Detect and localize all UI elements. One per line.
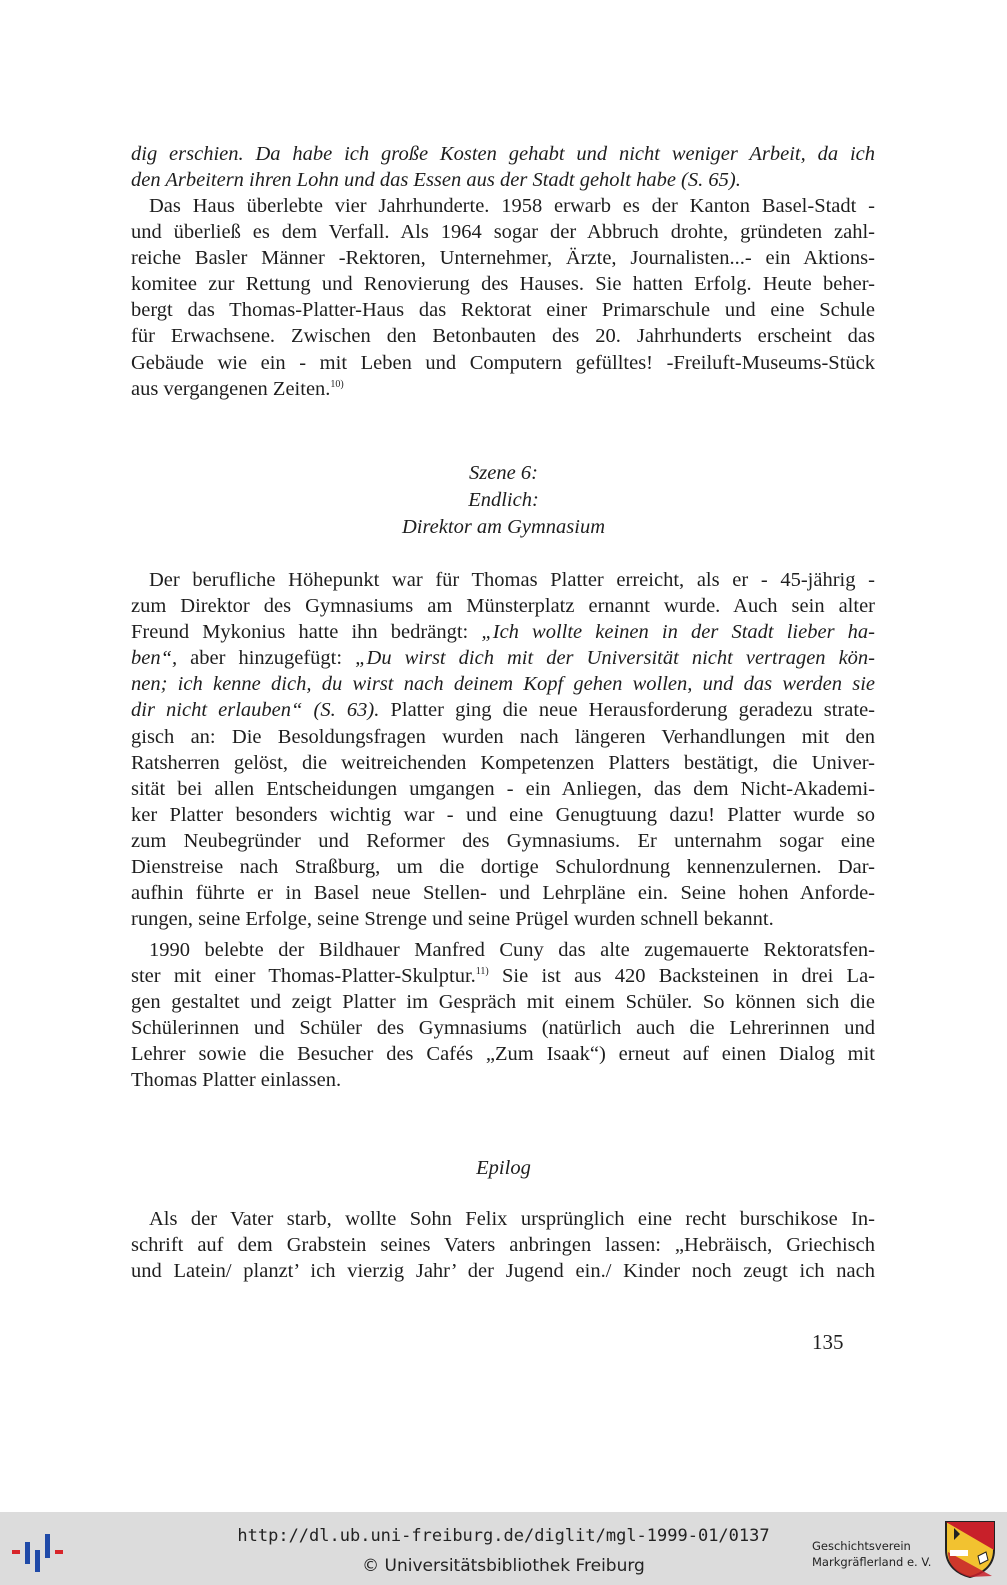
- society-line: Geschichtsverein: [812, 1539, 911, 1553]
- quote-text: „Ich wollte keinen in der Stadt lieber ha-: [481, 621, 875, 644]
- text-line: Thomas Platter einlassen.: [131, 1069, 342, 1092]
- text-line: Der berufliche Höhepunkt war für Thomas Platter erreicht, als er - 45-jährig -: [149, 569, 875, 591]
- text-line: Dienstreise nach Straßburg, um die dortige Schulordnung kennenzulernen. Dar-: [131, 856, 875, 879]
- text-line: [131, 697, 875, 723]
- document-url-link[interactable]: http://dl.ub.uni-freiburg.de/diglit/mgl-1999-01/0137: [237, 1526, 770, 1546]
- society-name: [812, 1538, 931, 1570]
- footer-bar: [0, 1512, 1007, 1585]
- paragraph-epilog: [131, 1206, 875, 1284]
- text-line: zum Neubegründer und Reformer des Gymnasiums. Er unternahm sogar eine: [131, 829, 875, 852]
- text-line: bergt das Thomas-Platter-Haus das Rektorat einer Primarschule und eine Schule: [131, 299, 875, 322]
- text-line: und Latein/ planzt’ ich vierzig Jahr’ der Jugend ein./ Kinder noch zeugt ich nach: [131, 1260, 875, 1283]
- text-line: Gebäude wie ein - mit Leben und Computern gefülltes! -Freiluft-Museums-Stück: [131, 351, 875, 374]
- text-line: Lehrer sowie die Besucher des Cafés „Zum Isaak“) erneut auf einen Dialog mit: [131, 1043, 875, 1066]
- text-line: den Arbeitern ihren Lohn und das Essen aus der Stadt geholt habe (S. 65).: [131, 169, 741, 192]
- epilog-heading: Epilog: [476, 1157, 531, 1179]
- copyright-text: © Universitätsbibliothek Freiburg: [362, 1556, 645, 1576]
- text-line: Schülerinnen und Schüler des Gymnasiums (natürlich auch die Lehrerinnen und: [131, 1017, 875, 1040]
- text-line: [131, 376, 875, 402]
- quote-text: ben“,: [131, 647, 178, 670]
- text-line: gisch an: Die Besoldungsfragen wurden nach längeren Verhandlungen mit den: [131, 725, 875, 748]
- text-line: sität bei allen Entscheidungen umgangen - ein Anliegen, das dem Nicht-Akademi-: [131, 777, 875, 800]
- scene-heading-line: Endlich:: [468, 489, 539, 511]
- quote-text: dir nicht erlauben“ (S. 63).: [131, 699, 380, 722]
- text-line: [131, 645, 875, 671]
- text-line: Als der Vater starb, wollte Sohn Felix ursprünglich eine recht burschikose In-: [149, 1208, 875, 1230]
- paragraph-director: [131, 567, 875, 932]
- line-text: Platter ging die neue Herausforderung geradezu strate-: [379, 699, 875, 722]
- quote-text: „Du wirst dich mit der Universität nicht vertragen kön-: [355, 647, 875, 670]
- text-line: [131, 963, 875, 989]
- text-line: für Erwachsene. Zwischen den Betonbauten des 20. Jahrhunderts erscheint das: [131, 325, 875, 348]
- scene-heading-line: Szene 6:: [469, 462, 538, 484]
- line-text: Freund Mykonius hatte ihn bedrängt:: [131, 621, 482, 644]
- line-text: aber hinzugefügt:: [177, 647, 356, 670]
- text-line: 1990 belebte der Bildhauer Manfred Cuny das alte zugemauerte Rektoratsfen-: [149, 939, 875, 961]
- text-line: nen; ich kenne dich, du wirst nach deinem Kopf gehen wollen, und das werden sie: [131, 673, 875, 696]
- text-line: und überließ es dem Verfall. Als 1964 sogar der Abbruch drohte, gründeten zahl-: [131, 221, 875, 244]
- line-text: ster mit einer Thomas-Platter-Skulptur.: [131, 965, 476, 988]
- text-line: reiche Basler Männer -Rektoren, Unternehmer, Ärzte, Journalisten...- ein Aktions-: [131, 247, 875, 270]
- text-line: [131, 619, 875, 645]
- paragraph-sculpture: [131, 937, 875, 1094]
- footnote-ref[interactable]: 11): [475, 966, 489, 978]
- footnote-ref[interactable]: 10): [330, 378, 344, 390]
- page-number: 135: [812, 1330, 844, 1354]
- text-line: schrift auf dem Grabstein seines Vaters anbringen lassen: „Hebräisch, Griechisch: [131, 1234, 875, 1257]
- coat-of-arms-icon: [944, 1520, 996, 1578]
- text-line: dig erschien. Da habe ich große Kosten gehabt und nicht weniger Arbeit, da ich: [131, 143, 875, 165]
- text-line: gen gestaltet und zeigt Platter im Gespräch mit einem Schüler. So können sich die: [131, 991, 875, 1014]
- line-text: Sie ist aus 420 Backsteinen in drei La-: [488, 965, 875, 988]
- paragraph-house: [131, 193, 875, 402]
- text-line: komitee zur Rettung und Renovierung des Hauses. Sie hatten Erfolg. Heute beher-: [131, 273, 875, 296]
- line-text: aus vergangenen Zeiten.: [131, 377, 331, 400]
- quote-continuation: [131, 141, 875, 193]
- text-line: rungen, seine Erfolge, seine Strenge und seine Prügel wurden schnell bekannt.: [131, 908, 774, 931]
- text-line: aufhin führte er in Basel neue Stellen- und Lehrpläne ein. Seine hohen Anforde-: [131, 882, 875, 905]
- scene-heading: [0, 460, 1007, 541]
- scene-heading-line: Direktor am Gymnasium: [401, 516, 606, 538]
- text-line: Ratsherren gelöst, die weitreichenden Kompetenzen Platters bestätigt, die Univer-: [131, 751, 875, 774]
- text-line: ker Platter besonders wichtig war - und eine Genugtuung dazu! Platter wurde so: [131, 803, 875, 826]
- text-line: Das Haus überlebte vier Jahrhunderte. 1958 erwarb es der Kanton Basel-Stadt -: [149, 195, 875, 217]
- society-line: Markgräflerland e. V.: [812, 1555, 932, 1569]
- text-line: zum Direktor des Gymnasiums am Münsterplatz ernannt wurde. Auch sein alter: [131, 595, 875, 618]
